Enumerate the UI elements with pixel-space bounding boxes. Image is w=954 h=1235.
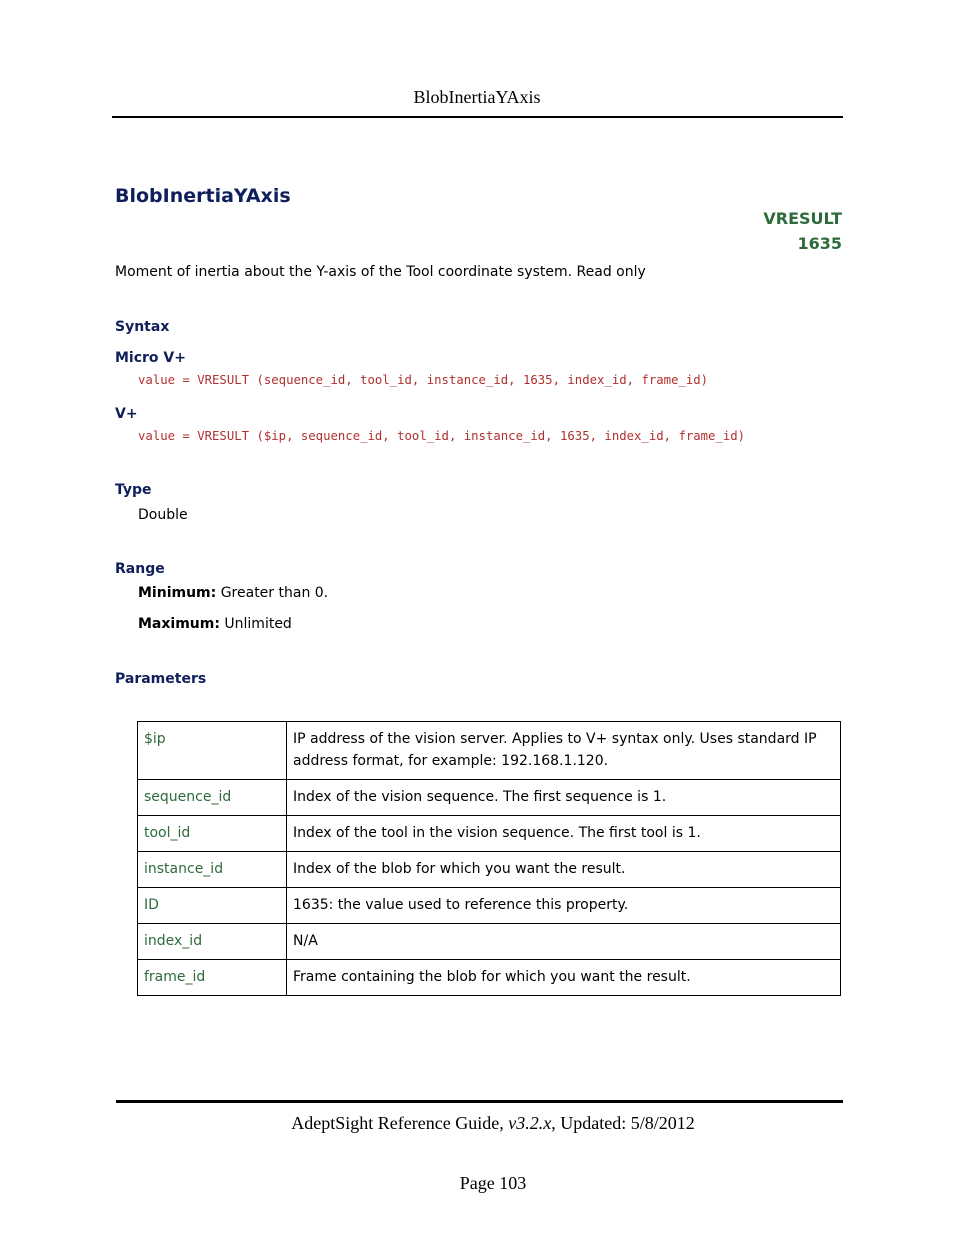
param-description: Index of the blob for which you want the result. [287,852,841,888]
table-row [138,960,841,996]
param-name: instance_id [138,852,287,888]
footer-rule [116,1100,843,1103]
table-row [138,780,841,816]
table-row [138,816,841,852]
param-name: sequence_id [138,780,287,816]
range-heading: Range [115,561,165,577]
microv-code: value = VRESULT (sequence_id, tool_id, instance_id, 1635, index_id, frame_id) [138,373,709,387]
table-row [138,852,841,888]
microv-heading: Micro V+ [115,350,186,366]
parameters-table [137,721,841,996]
parameters-heading: Parameters [115,671,207,687]
vresult-label: VRESULT [763,209,842,228]
running-header: BlobInertiaYAxis [413,87,541,107]
range-min-value: Greater than 0. [216,585,329,601]
footer-guide: AdeptSight Reference Guide [291,1113,500,1133]
param-description: Index of the vision sequence. The first sequence is 1. [287,780,841,816]
param-name: $ip [138,722,287,780]
table-row [138,722,841,780]
param-name: tool_id [138,816,287,852]
vplus-code: value = VRESULT ($ip, sequence_id, tool_id, instance_id, 1635, index_id, frame_id) [138,429,746,443]
description: Moment of inertia about the Y-axis of the Tool coordinate system. Read only [115,264,646,280]
param-name: index_id [138,924,287,960]
page-title: BlobInertiaYAxis [115,185,291,207]
footer-version: , v3.2.x [499,1113,552,1133]
footer-updated: , Updated: 5/8/2012 [551,1113,695,1133]
type-value: Double [138,507,188,523]
page-number: Page 103 [459,1173,527,1193]
param-description: IP address of the vision server. Applies to V+ syntax only. Uses standard IP address format, for example: 192.168.1.120. [287,722,841,780]
param-description: Index of the tool in the vision sequence. The first tool is 1. [287,816,841,852]
table-row [138,888,841,924]
vplus-heading: V+ [115,406,138,422]
type-heading: Type [115,482,152,498]
footer-text [0,1113,954,1134]
range-minimum [138,585,328,601]
param-description: 1635: the value used to reference this property. [287,888,841,924]
range-maximum [138,616,292,632]
param-description: N/A [287,924,841,960]
vresult-id: 1635 [797,234,842,253]
syntax-heading: Syntax [115,319,170,335]
header-rule [112,116,843,118]
range-max-value: Unlimited [219,616,292,632]
param-name: frame_id [138,960,287,996]
param-name: ID [138,888,287,924]
range-min-label: Minimum: [138,585,217,601]
param-description: Frame containing the blob for which you want the result. [287,960,841,996]
range-max-label: Maximum: [138,616,220,632]
table-row [138,924,841,960]
